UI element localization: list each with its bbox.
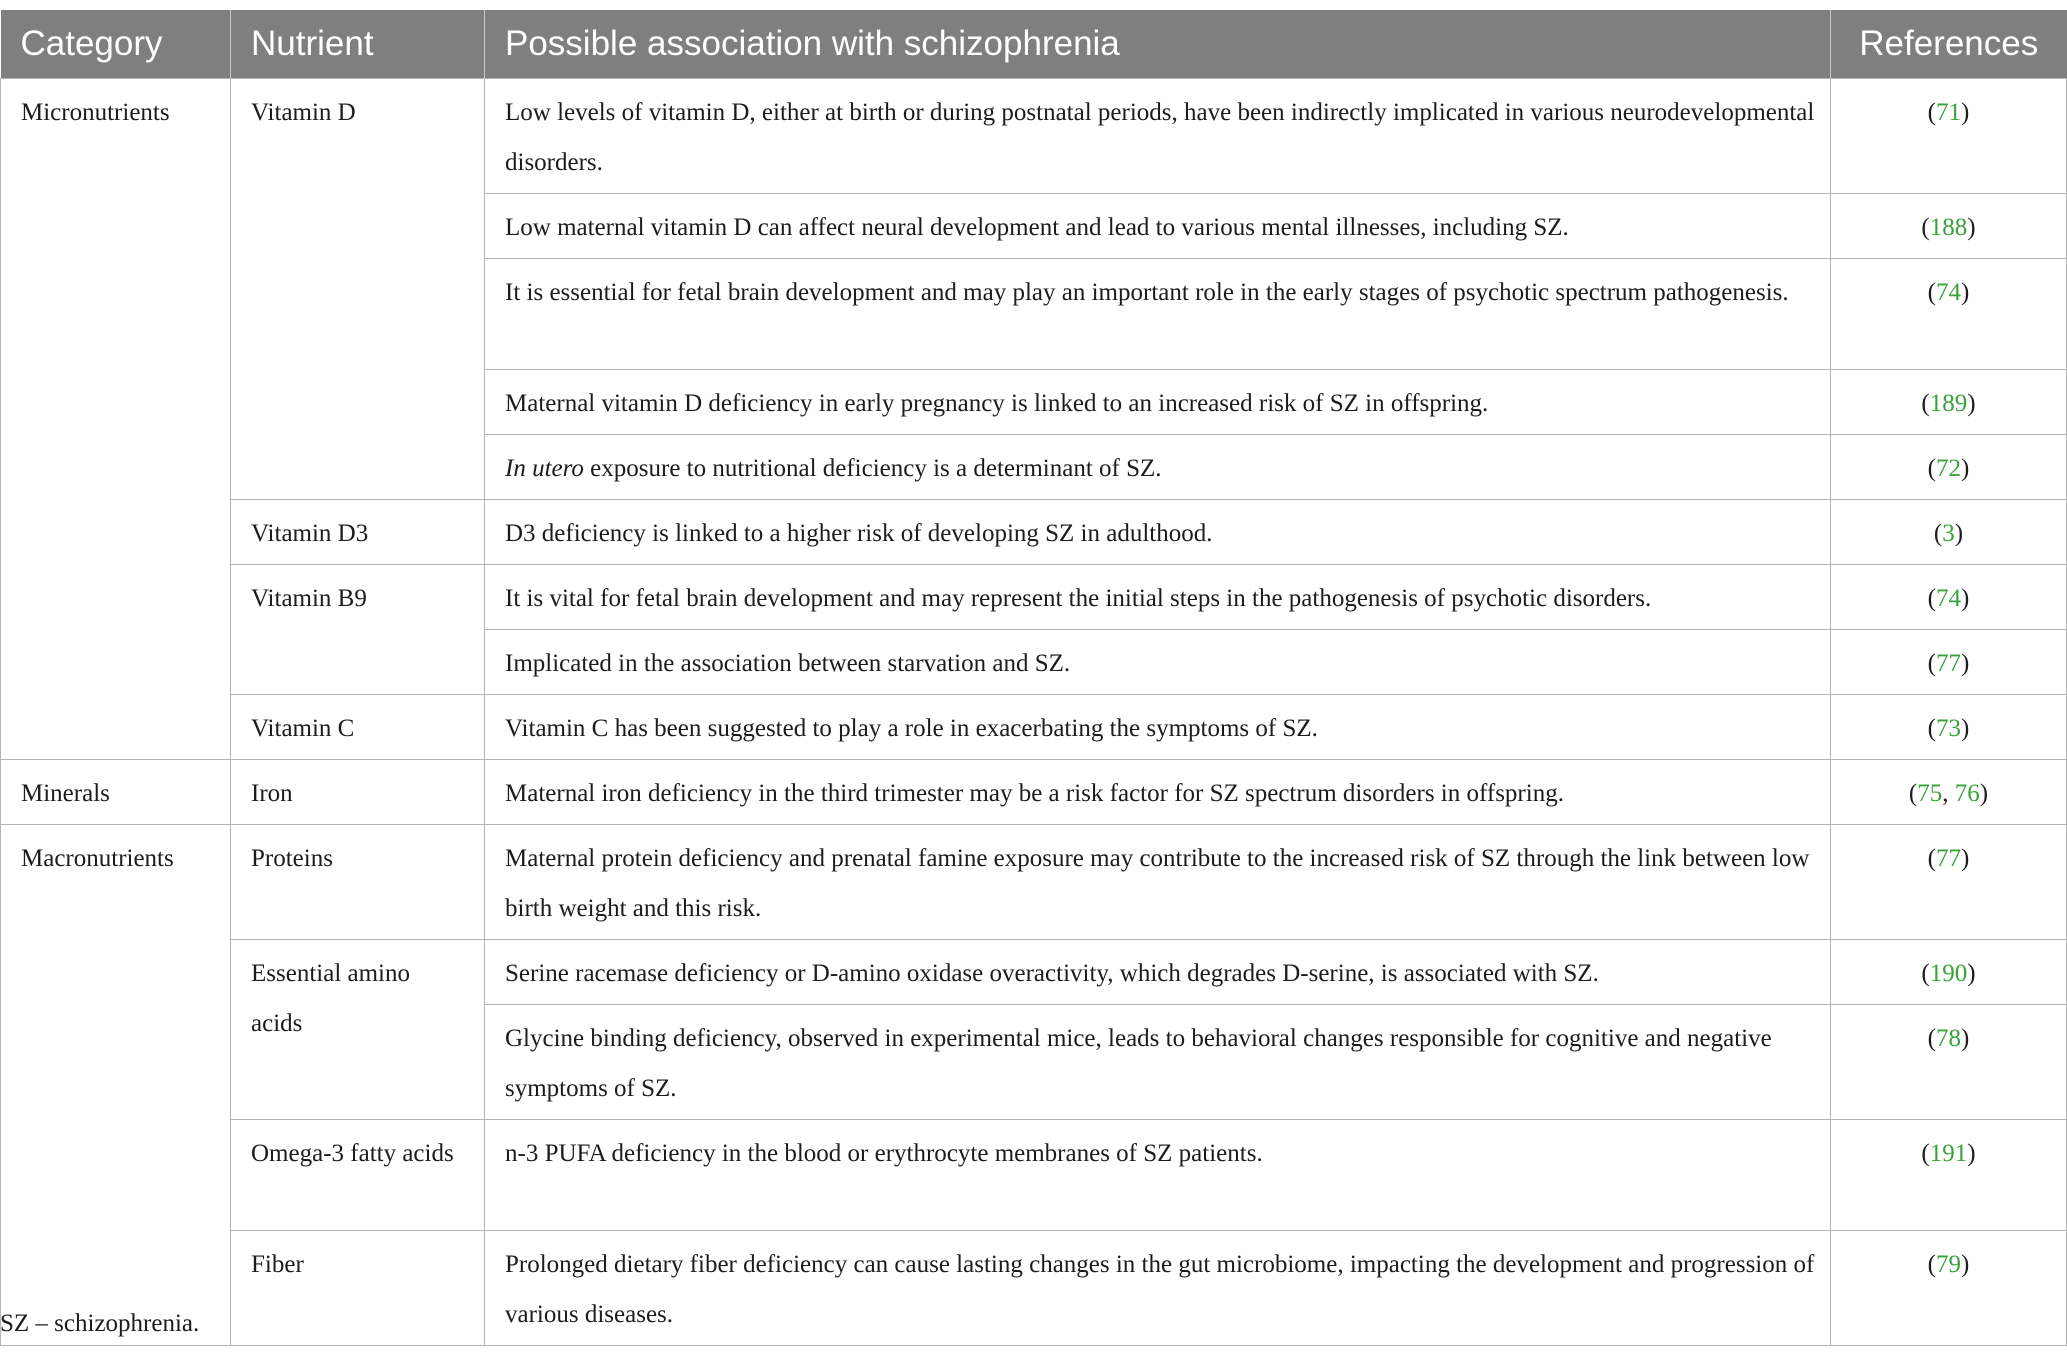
reference-cell: (71) (1831, 79, 2067, 194)
association-cell: Maternal protein deficiency and prenatal famine exposure may contribute to the increased risk of SZ through the link between low birth weight and this risk. (485, 825, 1831, 940)
nutrient-cell: Vitamin B9 (231, 565, 485, 695)
association-cell: It is vital for fetal brain development and may represent the initial steps in the pathogenesis of psychotic disorders. (485, 565, 1831, 630)
table-row (1, 1231, 2067, 1346)
association-text: exposure to nutritional deficiency is a determinant of SZ. (583, 455, 1162, 482)
reference-cell: (74) (1831, 259, 2067, 370)
nutrient-cell: Omega-3 fatty acids (231, 1120, 485, 1231)
nutrient-cell: Essential amino acids (231, 940, 485, 1120)
nutrient-cell: Iron (231, 760, 485, 825)
reference-cell: (77) (1831, 825, 2067, 940)
reference-cell: (188) (1831, 194, 2067, 259)
reference-cell: (73) (1831, 695, 2067, 760)
association-cell: D3 deficiency is linked to a higher risk of developing SZ in adulthood. (485, 500, 1831, 565)
table-row (1, 1120, 2067, 1231)
association-cell: Maternal iron deficiency in the third trimester may be a risk factor for SZ spectrum disorders in offspring. (485, 760, 1831, 825)
reference-link[interactable]: 77 (1936, 845, 1961, 872)
reference-link[interactable]: 79 (1936, 1251, 1961, 1278)
category-cell: Micronutrients (1, 79, 231, 760)
table-row (1, 825, 2067, 940)
reference-link[interactable]: 72 (1936, 455, 1961, 482)
reference-cell: (72) (1831, 435, 2067, 500)
table-row (1, 760, 2067, 825)
reference-cell: (3) (1831, 500, 2067, 565)
association-cell: Low maternal vitamin D can affect neural development and lead to various mental illnesses, including SZ. (485, 194, 1831, 259)
header-references: References (1831, 10, 2067, 79)
association-cell (485, 435, 1831, 500)
reference-cell: (191) (1831, 1120, 2067, 1231)
association-cell: Glycine binding deficiency, observed in experimental mice, leads to behavioral changes responsible for cognitive and negative symptoms of SZ. (485, 1005, 1831, 1120)
table-header-row (1, 10, 2067, 79)
reference-cell: (74) (1831, 565, 2067, 630)
reference-cell: (78) (1831, 1005, 2067, 1120)
reference-link[interactable]: 78 (1936, 1025, 1961, 1052)
nutrient-cell: Vitamin D3 (231, 500, 485, 565)
reference-link[interactable]: 74 (1936, 585, 1961, 612)
reference-link[interactable]: 191 (1929, 1140, 1968, 1167)
reference-link[interactable]: 77 (1936, 650, 1961, 677)
reference-link[interactable]: 71 (1936, 99, 1961, 126)
association-cell: Serine racemase deficiency or D-amino oxidase overactivity, which degrades D-serine, is associated with SZ. (485, 940, 1831, 1005)
reference-link[interactable]: 76 (1954, 780, 1980, 807)
header-category: Category (1, 10, 231, 79)
category-cell: Macronutrients (1, 825, 231, 1346)
association-cell: Low levels of vitamin D, either at birth or during postnatal periods, have been indirectly implicated in various neurodevelopmental disorders. (485, 79, 1831, 194)
table-row (1, 565, 2067, 630)
reference-link[interactable]: 3 (1942, 520, 1955, 547)
reference-link[interactable]: 75 (1917, 780, 1943, 807)
nutrient-cell: Vitamin D (231, 79, 485, 500)
nutrient-cell: Proteins (231, 825, 485, 940)
table-row (1, 79, 2067, 194)
category-cell: Minerals (1, 760, 231, 825)
table-row (1, 500, 2067, 565)
nutrient-cell: Vitamin C (231, 695, 485, 760)
association-cell: n-3 PUFA deficiency in the blood or erythrocyte membranes of SZ patients. (485, 1120, 1831, 1231)
association-cell: Implicated in the association between starvation and SZ. (485, 630, 1831, 695)
nutrient-cell: Fiber (231, 1231, 485, 1346)
reference-cell: (189) (1831, 370, 2067, 435)
nutrient-table (0, 10, 2067, 1346)
association-cell: Maternal vitamin D deficiency in early pregnancy is linked to an increased risk of SZ in offspring. (485, 370, 1831, 435)
reference-cell: (190) (1831, 940, 2067, 1005)
reference-link[interactable]: 188 (1929, 214, 1968, 241)
reference-cell: (75, 76) (1831, 760, 2067, 825)
reference-link[interactable]: 73 (1936, 715, 1961, 742)
reference-link[interactable]: 74 (1936, 279, 1961, 306)
reference-cell: (77) (1831, 630, 2067, 695)
reference-link[interactable]: 190 (1929, 960, 1968, 987)
association-cell: Prolonged dietary fiber deficiency can cause lasting changes in the gut microbiome, impacting the development and progression of various diseases. (485, 1231, 1831, 1346)
header-nutrient: Nutrient (231, 10, 485, 79)
header-association: Possible association with schizophrenia (485, 10, 1831, 79)
table-footnote: SZ – schizophrenia. (0, 1310, 200, 1337)
reference-link[interactable]: 189 (1929, 390, 1968, 417)
table-row (1, 940, 2067, 1005)
association-cell: Vitamin C has been suggested to play a role in exacerbating the symptoms of SZ. (485, 695, 1831, 760)
association-cell: It is essential for fetal brain development and may play an important role in the early stages of psychotic spectrum pathogenesis. (485, 259, 1831, 370)
italic-term: In utero (505, 455, 584, 482)
reference-cell: (79) (1831, 1231, 2067, 1346)
table-row (1, 695, 2067, 760)
